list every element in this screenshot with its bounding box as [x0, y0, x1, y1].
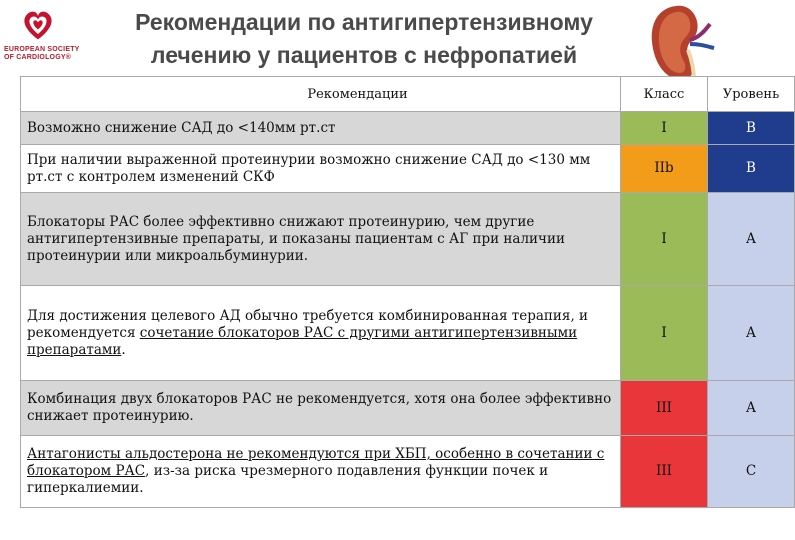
table-header-row [21, 77, 795, 112]
level-cell: B [708, 112, 795, 145]
recommendation-text: Блокаторы РАС более эффективно снижают протеинурию, чем другие антигипертензивные препараты, и показаны пациентам с АГ при наличии протеинурии или микроальбуминурии. [21, 193, 621, 286]
table-row [21, 112, 795, 145]
kidney-icon [646, 2, 716, 84]
col-header-recommendations: Рекомендации [21, 77, 621, 112]
level-cell: A [708, 381, 795, 436]
title-line-2: лечению у пациентов с нефропатией [150, 42, 578, 68]
level-cell: A [708, 193, 795, 286]
esc-logo [4, 6, 88, 76]
table-row [21, 286, 795, 381]
recommendation-text-part: , из-за риска чрезмерного подавления функции почек и гиперкалиемии. [27, 463, 549, 496]
level-cell: B [708, 145, 795, 193]
class-cell: I [621, 193, 708, 286]
recommendation-text [21, 286, 621, 381]
recommendation-text: При наличии выраженной протеинурии возможно снижение САД до <130 мм рт.ст с контролем изменений СКФ [21, 145, 621, 193]
class-cell: III [621, 436, 708, 508]
recommendation-text-underlined: Антагонисты альдостерона не рекомендуются при ХБП, особенно в сочетании с блокатором РАС [27, 446, 605, 479]
page-title [96, 6, 632, 72]
heart-logo-icon [20, 6, 56, 44]
class-cell: III [621, 381, 708, 436]
recommendation-text-underlined: сочетание блокаторов РАС с другими антигипертензивными препаратами [27, 324, 578, 358]
level-cell: A [708, 286, 795, 381]
class-cell: IIb [621, 145, 708, 193]
class-cell: I [621, 112, 708, 145]
col-header-class: Класс [621, 77, 708, 112]
recommendations-table [20, 76, 795, 508]
level-cell: C [708, 436, 795, 508]
title-line-1: Рекомендации по антигипертензивному [135, 9, 593, 35]
recommendation-text [21, 436, 621, 508]
table-row [21, 436, 795, 508]
table-row [21, 145, 795, 193]
recommendation-text: Комбинация двух блокаторов РАС не рекомендуется, хотя она более эффективно снижает протеинурию. [21, 381, 621, 436]
col-header-level: Уровень [708, 77, 795, 112]
logo-text: EUROPEAN SOCIETY OF CARDIOLOGY® [4, 46, 80, 61]
recommendation-text: Возможно снижение САД до <140мм рт.ст [21, 112, 621, 145]
table-row [21, 381, 795, 436]
recommendation-text-part: Для достижения целевого АД обычно требуется комбинированная терапия, и рекомендуется [27, 307, 589, 341]
recommendation-text-part: . [121, 341, 126, 358]
class-cell: I [621, 286, 708, 381]
table-row [21, 193, 795, 286]
